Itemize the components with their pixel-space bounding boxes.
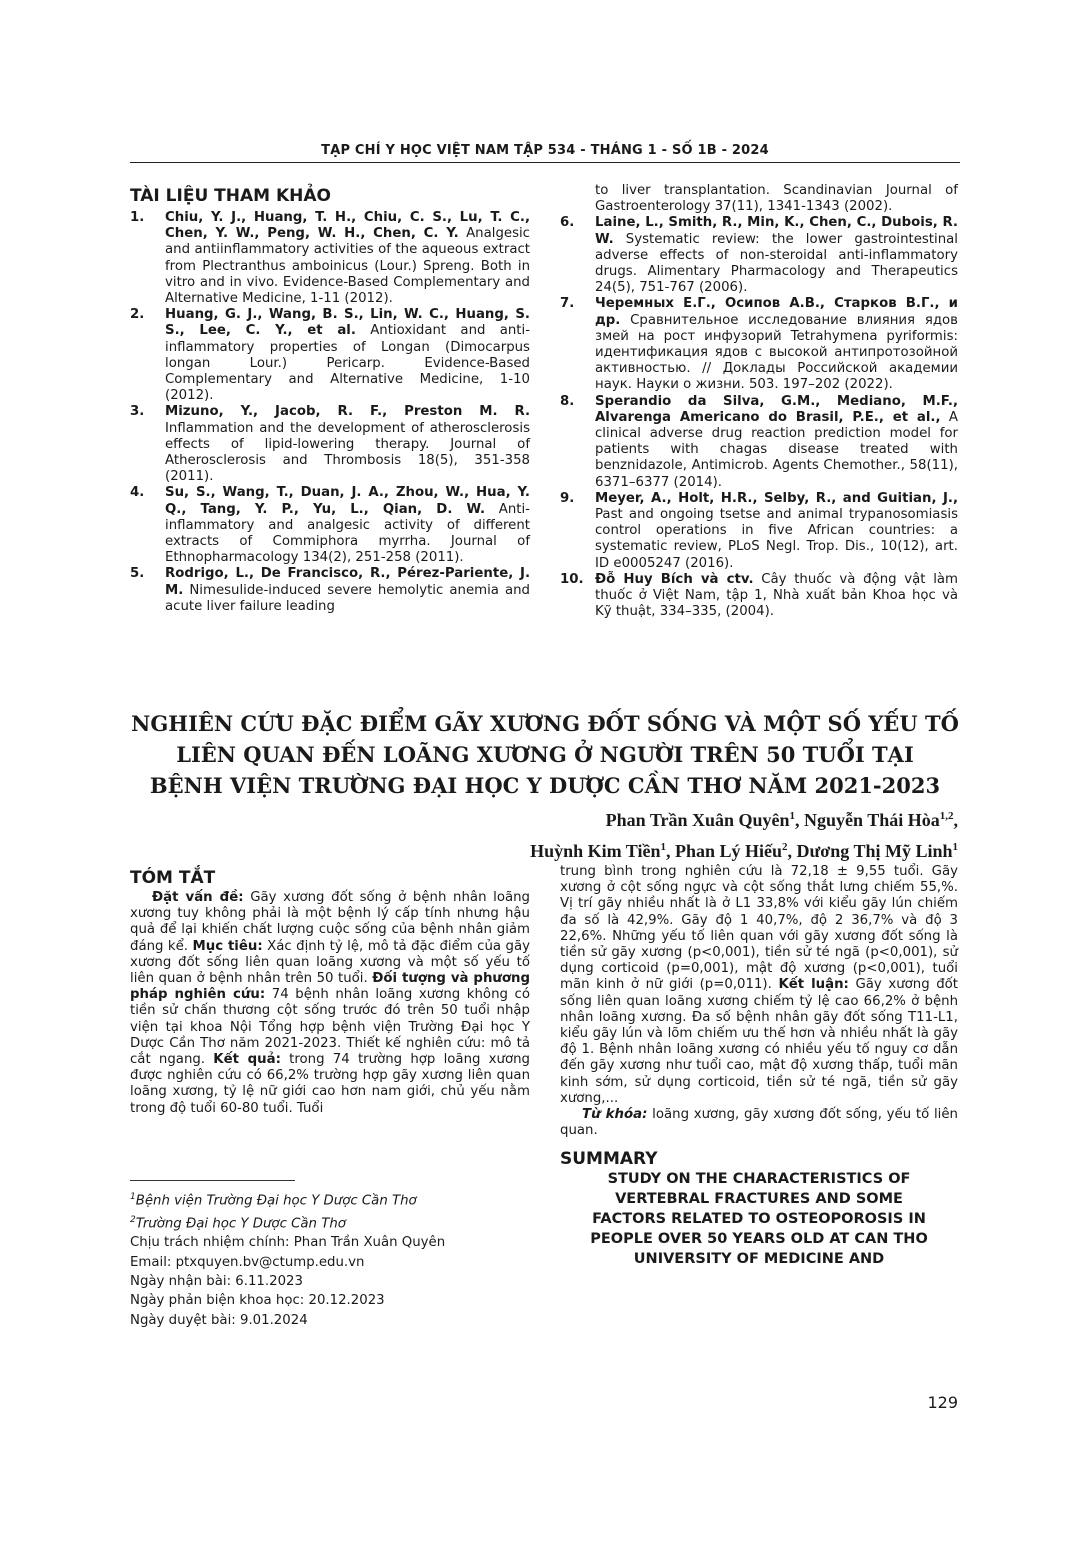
responsible-author: Chịu trách nhiệm chính: Phan Trần Xuân Quyên — [130, 1235, 446, 1251]
author-name: Phan Lý Hiếu — [674, 841, 782, 861]
reference-item: 9. Meyer, A., Holt, H.R., Selby, R., and Guitian, J., Past and ongoing tsetse and animal trypanosomiasis control operations in five African countries: a systematic review, PLoS Negl. Trop. Dis., 10(12), art. ID e0005247 (2016). — [560, 490, 958, 571]
summary-title-line: STUDY ON THE CHARACTERISTICS OF — [607, 1171, 911, 1188]
reference-item: 2. Huang, G. J., Wang, B. S., Lin, W. C., Huang, S. S., Lee, C. Y., et al. Antioxidant and anti-inflammatory properties of Longan (Dimocarpus longan Lour.) Pericarp. Evidence-Based Complementary and Alternative Medicine, 1-10 (2012). — [130, 307, 530, 404]
author-name: Huỳnh Kim Tiền — [530, 841, 661, 861]
author-name: Phan Trần Xuân Quyên — [605, 810, 790, 830]
summary-heading: SUMMARY — [560, 1149, 658, 1170]
author-line: Huỳnh Kim Tiền$^1$, Phan Lý Hiếu$^2$, Dương Thị Mỹ Linh$^1$ — [530, 841, 958, 861]
author-name: Nguyễn Thái Hòa — [804, 810, 940, 830]
reference-item: 10. Đỗ Huy Bích và ctv. Cây thuốc và động vật làm thuốc ở Việt Nam, tập 1, Nhà xuất bản Khoa học và Kỹ thuật, 334–335, (2004). — [560, 571, 958, 620]
reference-item: 5. Rodrigo, L., De Francisco, R., Pérez-Pariente, J. M. Nimesulide-induced severe hemolytic anemia and acute liver failure leading — [130, 566, 530, 614]
reference-item: 3. Mizuno, Y., Jacob, R. F., Preston M. R. Inflammation and the development of atherosclerosis effects of lipid-lowering therapy. Journal of Atherosclerosis and Thrombosis 18(5), 351-358 (2011). — [130, 404, 530, 485]
article-title-line: NGHIÊN CỨU ĐẶC ĐIỂM GÃY XƯƠNG ĐỐT SỐNG VÀ MỘT SỐ YẾU TỐ — [131, 711, 959, 736]
reference-item: 4. Su, S., Wang, T., Duan, J. A., Zhou, W., Hua, Y. Q., Tang, Y. P., Yu, L., Qian, D. W. Anti-inflammatory and analgesic activity of different extracts of Commiphora myrrha. Journal of Ethnopharmacology 134(2), 251-258 (2011). — [130, 485, 530, 566]
journal-header: TẠP CHÍ Y HỌC VIỆT NAM TẬP 534 - THÁNG 1 - SỐ 1B - 2024 — [321, 143, 769, 158]
abstract-left-column — [130, 868, 530, 1117]
summary-title-line: UNIVERSITY OF MEDICINE AND — [633, 1251, 885, 1268]
affiliation-note: $^1$Bệnh viện Trường Đại học Y Dược Cần Thơ — [130, 1192, 417, 1209]
author-affiliation: 2 — [782, 841, 788, 853]
abstract-paragraph-continuation: trung bình trong nghiên cứu là 72,18 ± 9,55 tuổi. Gãy xương ở cột sống ngực và cột sống thắt lưng chiếm 55,%. Vị trí gãy nhiều nhất là ở L1 33,8% với kiểu gãy lún chiếm đa số là 42,9%. Gãy độ 1 40,7%, độ 2 36,7% và độ 3 22,6%. Những yếu tố liên quan với gãy xương đốt sống là tiền sử gãy xương (p<0,001), tiền sử té ngã (p<0,001), sử dụng corticoid (p=0,001), mật độ xương (p<0,001), tuổi mãn kinh ở nữ giới (p=0,011). Kết luận: Gãy xương đốt sống liên quan loãng xương chiếm tỷ lệ cao 66,2% ở bệnh nhân loãng xương. Đa số bệnh nhân gãy đốt sống T11-L1, kiểu gãy lún và lõm chiếm ưu thế hơn và nhiều nhất là gãy độ 1. Bệnh nhân loãng xương có nhiều yếu tố nguy cơ dẫn đến gãy xương như tuổi cao, mật độ xương thấp, tuổi mãn kinh sớm, sử dụng corticoid, tiền sử té ngã, tiền sử gãy xương,... — [560, 864, 959, 1106]
contact-email: Email: ptxquyen.bv@ctump.edu.vn — [130, 1254, 365, 1270]
reference-continuation: to liver transplantation. Scandinavian Journal of Gastroenterology 37(11), 1341-1343 (2002). — [595, 183, 958, 215]
summary-title-line: VERTEBRAL FRACTURES AND SOME — [615, 1191, 903, 1208]
author-affiliation: 1,2 — [939, 810, 954, 822]
author-affiliation: 1 — [952, 841, 958, 853]
reference-item: 6. Laine, L., Smith, R., Min, K., Chen, C., Dubois, R. W. Systematic review: the lower gastrointestinal adverse effects of non-steroidal anti-inflammatory drugs. Alimentary Pharmacology and Therapeutics 24(5), 751-767 (2006). — [560, 215, 958, 296]
review-date: Ngày phản biện khoa học: 20.12.2023 — [130, 1293, 385, 1309]
article-title-line: LIÊN QUAN ĐẾN LOÃNG XƯƠNG Ở NGƯỜI TRÊN 50 TUỔI TẠI — [176, 742, 914, 767]
author-affiliation: 1 — [789, 810, 796, 822]
summary-title — [560, 1169, 958, 1269]
reference-item: 8. Sperandio da Silva, G.M., Mediano, M.F., Alvarenga Americano do Brasil, P.E., et al., A clinical adverse drug reaction prediction model for patients with chagas disease treated with benznidazole, Antimicrob. Agents Chemother., 58(11), 6371–6377 (2014). — [560, 393, 958, 490]
article-title-line: BỆNH VIỆN TRƯỜNG ĐẠI HỌC Y DƯỢC CẦN THƠ NĂM 2021-2023 — [149, 773, 941, 798]
abstract-right-column — [560, 864, 958, 1269]
affiliation-note: $^2$Trường Đại học Y Dược Cần Thơ — [130, 1214, 346, 1232]
summary-title-line: FACTORS RELATED TO OSTEOPOROSIS IN — [592, 1211, 926, 1228]
references-right-column — [560, 183, 958, 620]
author-name: Dương Thị Mỹ Linh — [796, 841, 953, 861]
accepted-date: Ngày duyệt bài: 9.01.2024 — [130, 1312, 308, 1328]
author-list — [530, 803, 958, 865]
footnote-rule — [130, 1180, 295, 1181]
footnotes — [130, 1188, 530, 1330]
summary-title-line: PEOPLE OVER 50 YEARS OLD AT CAN THO — [590, 1231, 928, 1248]
reference-item: 1. Chiu, Y. J., Huang, T. H., Chiu, C. S., Lu, T. C., Chen, Y. W., Peng, W. H., Chen, C. Y. Analgesic and antiinflammatory activities of the aqueous extract from Plectranthus amboinicus (Lour.) Spreng. Both in vitro and in vivo. Evidence-Based Complementary and Alternative Medicine, 1-11 (2012). — [130, 210, 530, 307]
header-rule — [130, 162, 960, 163]
received-date: Ngày nhận bài: 6.11.2023 — [130, 1274, 303, 1290]
abstract-paragraph: Đặt vấn đề: Gãy xương đốt sống ở bệnh nhân loãng xương tuy không phải là một bệnh lý cấp tính nhưng hậu quả để lại khiến chất lượng cuộc sống của bệnh nhân giảm đáng kể. Mục tiêu: Xác định tỷ lệ, mô tả đặc điểm của gãy xương đốt sống liên quan loãng xương và một số yếu tố liên quan ở bệnh nhân trên 50 tuổi. Đối tượng và phương pháp nghiên cứu: 74 bệnh nhân loãng xương không có tiền sử chấn thương cột sống trước đó trên 50 tuổi nhập viện tại khoa Nội Tổng hợp bệnh viện Trường Đại học Y Dược Cần Thơ năm 2021-2023. Thiết kế nghiên cứu: mô tả cắt ngang. Kết quả: trong 74 trường hợp loãng xương được nghiên cứu có 66,2% trường hợp gãy xương liên quan loãng xương, tỷ lệ nữ giới cao hơn nam giới, chủ yếu nằm trong độ tuổi 60-80 tuổi. Tuổi — [130, 890, 530, 1116]
references-left-column — [130, 186, 530, 615]
reference-item: 7. Черемных Е.Г., Осипов А.В., Старков В.Г., и др. Сравнительное исследование влияния ядов змей на рост инфузорий Tetrahymena pyriformis: идентификация ядов с высокой антипротозойной активностью. // Доклады Российской академии наук. Науки о жизни. 503. 197–202 (2022). — [560, 296, 958, 393]
keywords: Từ khóa: loãng xương, gãy xương đốt sống, yếu tố liên quan. — [560, 1107, 958, 1139]
author-affiliation: 1 — [660, 841, 666, 853]
references-heading: TÀI LIỆU THAM KHẢO — [130, 186, 331, 206]
author-line: Phan Trần Xuân Quyên$^1$, Nguyễn Thái Hòa$^{1,2}$, — [605, 810, 958, 830]
abstract-heading: TÓM TẮT — [130, 868, 216, 888]
article-title — [130, 708, 960, 801]
page-number: 129 — [927, 1393, 958, 1412]
